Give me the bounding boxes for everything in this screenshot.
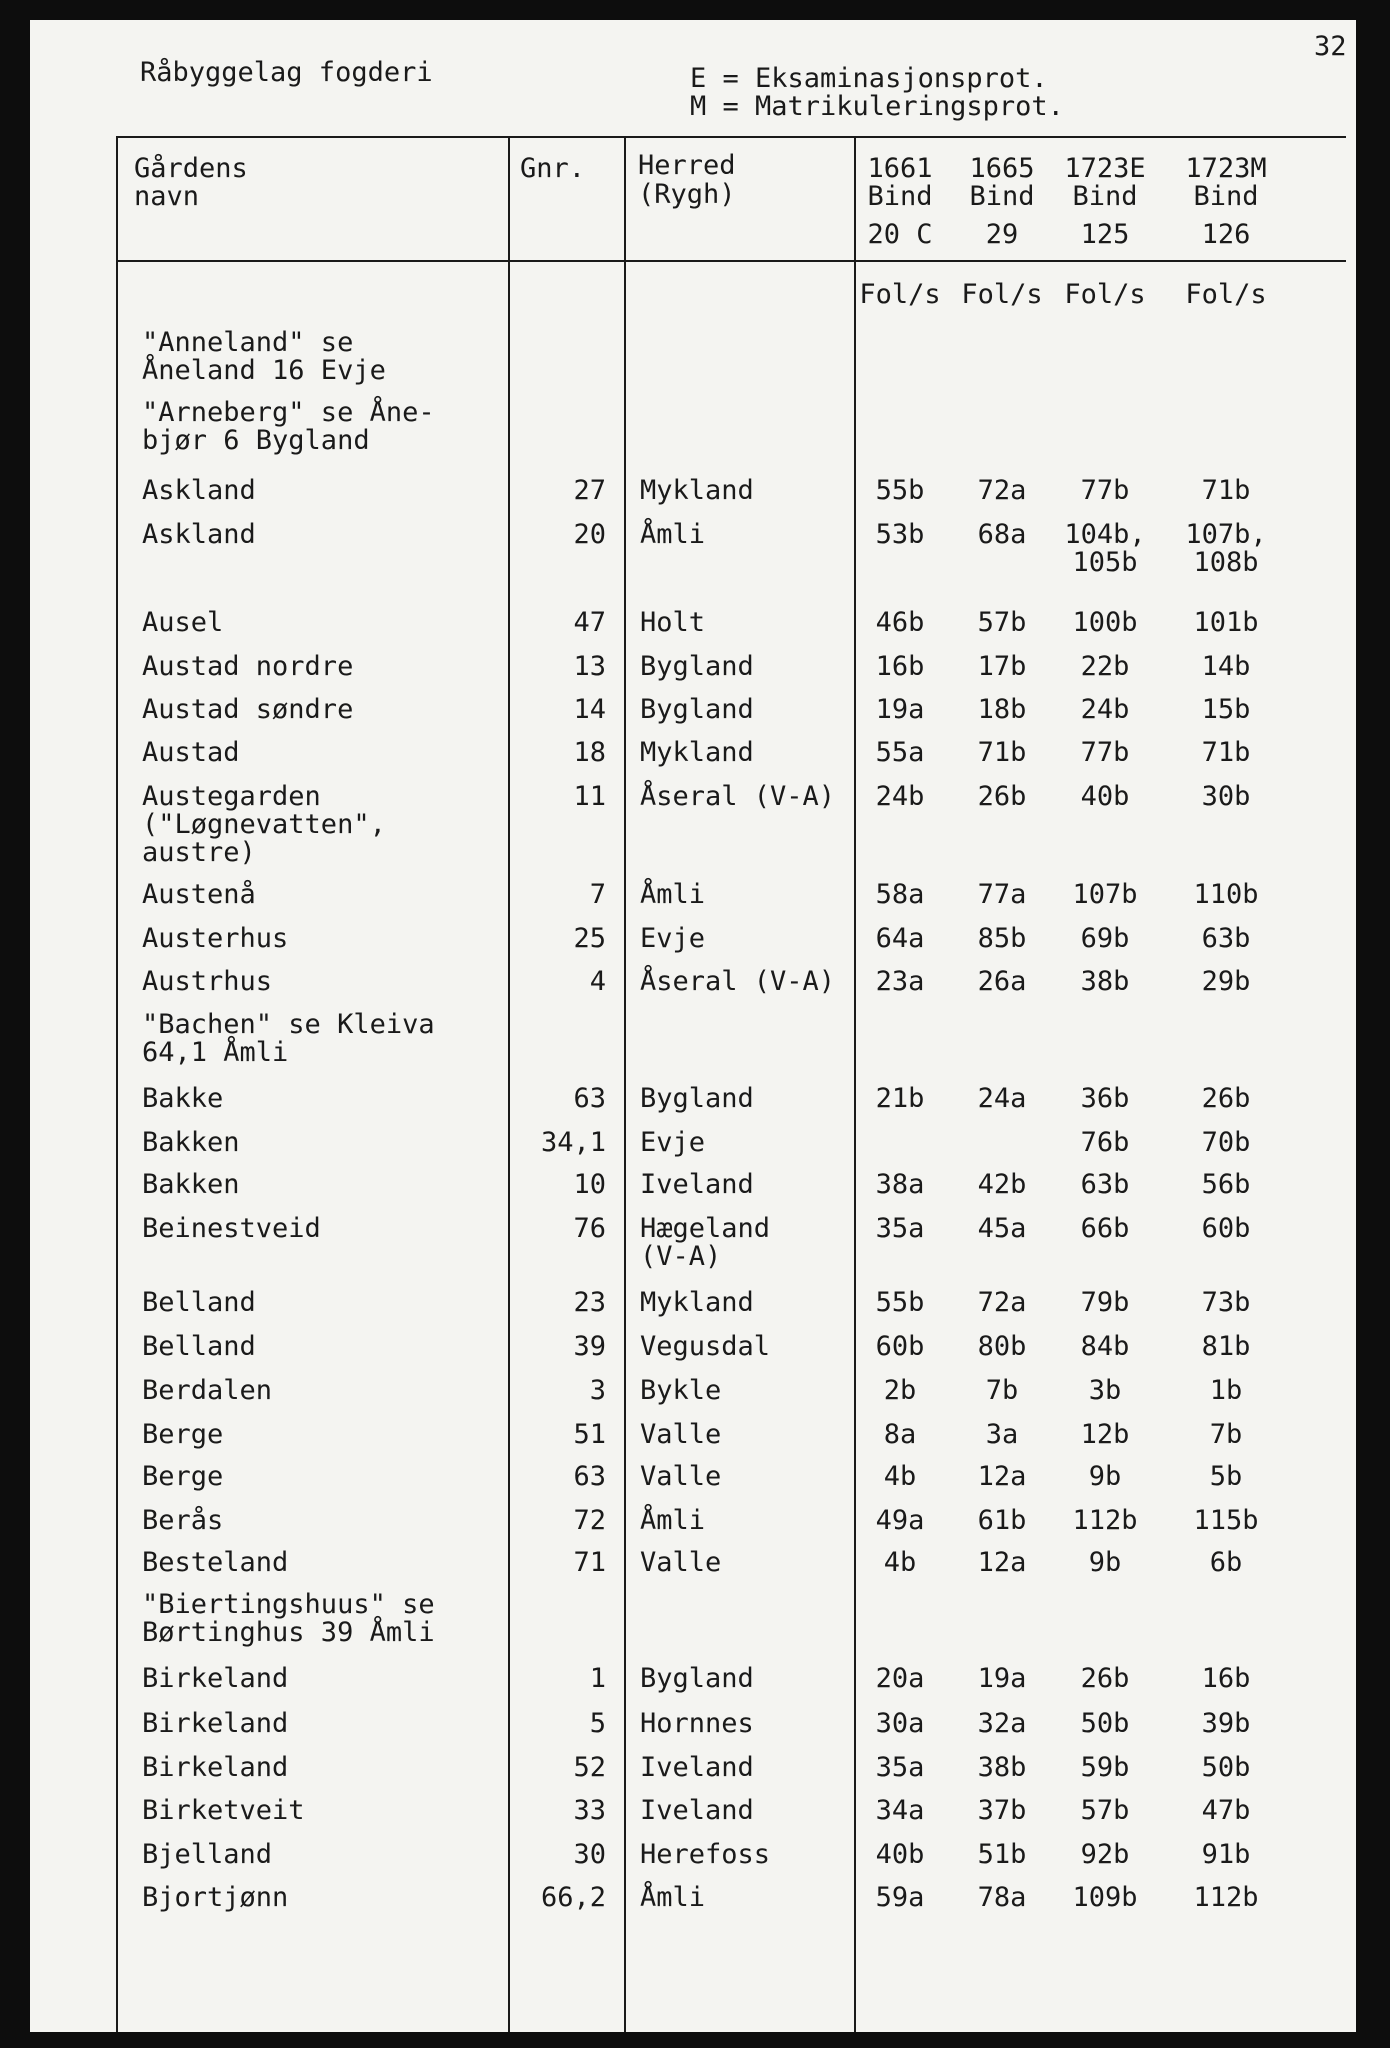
farm-name: Børtinghus 39 Åmli (142, 1617, 435, 1648)
header-year: 1665 (969, 153, 1035, 184)
gnr-cell: 76 (573, 1213, 606, 1244)
herred-cell: (V-A) (640, 1241, 722, 1272)
folio-cell: 64a (875, 923, 925, 954)
gnr-cell: 7 (589, 879, 606, 910)
folio-cell: 71b (1201, 737, 1251, 768)
folio-cell: 12a (977, 1461, 1027, 1492)
col-divider-gnr (508, 136, 510, 2032)
folio-cell: 77a (977, 879, 1027, 910)
folio-cell: 108b (1193, 547, 1259, 578)
gnr-cell: 34,1 (540, 1127, 606, 1158)
header-herred-1: Herred (638, 150, 736, 181)
header-year: 1723E (1064, 153, 1146, 184)
table-top-rule (116, 136, 1346, 138)
header-fol: Fol/s (1064, 279, 1146, 310)
herred-cell: Holt (640, 607, 706, 638)
folio-cell: 3b (1088, 1375, 1122, 1406)
folio-cell: 35a (875, 1752, 925, 1783)
herred-cell: Valle (640, 1419, 722, 1450)
farm-name: Austad nordre (142, 651, 354, 682)
folio-cell: 4b (883, 1547, 917, 1578)
gnr-cell: 23 (573, 1287, 606, 1318)
farm-name: "Biertingshuus" se (142, 1589, 435, 1620)
farm-name: Besteland (142, 1547, 289, 1578)
herred-cell: Hægeland (640, 1213, 771, 1244)
folio-cell: 71b (977, 737, 1027, 768)
folio-cell: 30b (1201, 781, 1251, 812)
farm-name: Belland (142, 1331, 256, 1362)
folio-cell: 112b (1072, 1505, 1138, 1536)
folio-cell: 92b (1080, 1839, 1130, 1870)
herred-cell: Åmli (640, 1505, 706, 1536)
folio-cell: 18b (977, 694, 1027, 725)
folio-cell: 71b (1201, 475, 1251, 506)
folio-cell: 16b (1201, 1663, 1251, 1694)
farm-name: Berge (142, 1419, 224, 1450)
folio-cell: 68a (977, 519, 1027, 550)
folio-cell: 4b (883, 1461, 917, 1492)
herred-cell: Åseral (V-A) (640, 781, 836, 812)
table-left-border (116, 136, 118, 2032)
page-number: 32 (1314, 31, 1347, 62)
farm-name: Birkeland (142, 1752, 289, 1783)
gnr-cell: 52 (573, 1752, 606, 1783)
folio-cell: 100b (1072, 607, 1138, 638)
folio-cell: 37b (977, 1795, 1027, 1826)
farm-name: Bjelland (142, 1839, 273, 1870)
farm-name: Bakke (142, 1083, 224, 1114)
folio-cell: 38a (875, 1169, 925, 1200)
header-gnr: Gnr. (520, 153, 586, 184)
header-bind: Bind (1193, 181, 1259, 212)
farm-name: Austegarden (142, 781, 321, 812)
folio-cell: 51b (977, 1839, 1027, 1870)
header-bind: Bind (969, 181, 1035, 212)
folio-cell: 26b (1080, 1663, 1130, 1694)
folio-cell: 45a (977, 1213, 1027, 1244)
folio-cell: 8a (883, 1419, 917, 1450)
folio-cell: 19a (875, 694, 925, 725)
folio-cell: 112b (1193, 1882, 1259, 1913)
gnr-cell: 20 (573, 519, 606, 550)
gnr-cell: 27 (573, 475, 606, 506)
gnr-cell: 39 (573, 1331, 606, 1362)
folio-cell: 26b (977, 781, 1027, 812)
folio-cell: 38b (977, 1752, 1027, 1783)
folio-cell: 3a (985, 1419, 1019, 1450)
header-bind: Bind (1072, 181, 1138, 212)
folio-cell: 55b (875, 475, 925, 506)
herred-cell: Åmli (640, 879, 706, 910)
folio-cell: 104b, (1064, 519, 1146, 550)
folio-cell: 60b (1201, 1213, 1251, 1244)
gnr-cell: 66,2 (540, 1882, 606, 1913)
header-year: 1661 (867, 153, 933, 184)
gnr-cell: 47 (573, 607, 606, 638)
folio-cell: 70b (1201, 1127, 1251, 1158)
gnr-cell: 18 (573, 737, 606, 768)
farm-name: Beinestveid (142, 1213, 321, 1244)
herred-cell: Iveland (640, 1795, 754, 1826)
farm-name: Birkeland (142, 1663, 289, 1694)
herred-cell: Iveland (640, 1169, 754, 1200)
folio-cell: 9b (1088, 1461, 1122, 1492)
folio-cell: 91b (1201, 1839, 1251, 1870)
farm-name: Berdalen (142, 1375, 273, 1406)
header-fol: Fol/s (1185, 279, 1267, 310)
folio-cell: 12b (1080, 1419, 1130, 1450)
col-divider-herred (624, 136, 626, 2032)
folio-cell: 66b (1080, 1213, 1130, 1244)
folio-cell: 109b (1072, 1882, 1138, 1913)
folio-cell: 26b (1201, 1083, 1251, 1114)
folio-cell: 56b (1201, 1169, 1251, 1200)
farm-name: "Arneberg" se Åne- (142, 397, 435, 428)
folio-cell: 22b (1080, 651, 1130, 682)
gnr-cell: 63 (573, 1083, 606, 1114)
folio-cell: 36b (1080, 1083, 1130, 1114)
folio-cell: 110b (1193, 879, 1259, 910)
folio-cell: 7b (1209, 1419, 1243, 1450)
farm-name: Austenå (142, 879, 256, 910)
gnr-cell: 25 (573, 923, 606, 954)
folio-cell: 55a (875, 737, 925, 768)
header-fol: Fol/s (961, 279, 1043, 310)
gnr-cell: 4 (589, 966, 606, 997)
farm-name: "Bachen" se Kleiva (142, 1009, 435, 1040)
folio-cell: 42b (977, 1169, 1027, 1200)
header-bind: Bind (867, 181, 933, 212)
header-bind-number: 125 (1080, 219, 1130, 250)
gnr-cell: 30 (573, 1839, 606, 1870)
gnr-cell: 13 (573, 651, 606, 682)
folio-cell: 23a (875, 966, 925, 997)
folio-cell: 58a (875, 879, 925, 910)
folio-cell: 115b (1193, 1505, 1259, 1536)
farm-name: austre) (142, 837, 256, 868)
farm-name: 64,1 Åmli (142, 1037, 289, 1068)
folio-cell: 107b, (1185, 519, 1267, 550)
herred-cell: Bygland (640, 1663, 754, 1694)
folio-cell: 85b (977, 923, 1027, 954)
gnr-cell: 63 (573, 1461, 606, 1492)
farm-name: Åneland 16 Evje (142, 355, 386, 386)
folio-cell: 17b (977, 651, 1027, 682)
farm-name: Austad søndre (142, 694, 354, 725)
folio-cell: 69b (1080, 923, 1130, 954)
folio-cell: 78a (977, 1882, 1027, 1913)
folio-cell: 7b (985, 1375, 1019, 1406)
folio-cell: 5b (1209, 1461, 1243, 1492)
farm-name: Askland (142, 475, 256, 506)
folio-cell: 79b (1080, 1287, 1130, 1318)
folio-cell: 47b (1201, 1795, 1251, 1826)
folio-cell: 49a (875, 1505, 925, 1536)
herred-cell: Åmli (640, 519, 706, 550)
farm-name: Bjortjønn (142, 1882, 289, 1913)
folio-cell: 107b (1072, 879, 1138, 910)
folio-cell: 38b (1080, 966, 1130, 997)
folio-cell: 29b (1201, 966, 1251, 997)
header-bottom-rule (116, 260, 1346, 262)
farm-name: Berås (142, 1505, 224, 1536)
folio-cell: 6b (1209, 1547, 1243, 1578)
header-bind-number: 29 (985, 219, 1019, 250)
folio-cell: 2b (883, 1375, 917, 1406)
farm-name: Austrhus (142, 966, 273, 997)
farm-name: Birketveit (142, 1795, 305, 1826)
herred-cell: Åmli (640, 1882, 706, 1913)
folio-cell: 50b (1080, 1708, 1130, 1739)
folio-cell: 57b (977, 607, 1027, 638)
gnr-cell: 11 (573, 781, 606, 812)
gnr-cell: 5 (589, 1708, 606, 1739)
farm-name: Ausel (142, 607, 224, 638)
folio-cell: 101b (1193, 607, 1259, 638)
folio-cell: 24b (875, 781, 925, 812)
gnr-cell: 10 (573, 1169, 606, 1200)
folio-cell: 63b (1201, 923, 1251, 954)
gnr-cell: 1 (589, 1663, 606, 1694)
folio-cell: 9b (1088, 1547, 1122, 1578)
herred-cell: Mykland (640, 737, 754, 768)
herred-cell: Bygland (640, 1083, 754, 1114)
header-bind-number: 20 C (867, 219, 933, 250)
folio-cell: 61b (977, 1505, 1027, 1536)
folio-cell: 72a (977, 1287, 1027, 1318)
herred-cell: Herefoss (640, 1839, 771, 1870)
folio-cell: 105b (1072, 547, 1138, 578)
herred-cell: Mykland (640, 1287, 754, 1318)
folio-cell: 72a (977, 475, 1027, 506)
herred-cell: Valle (640, 1461, 722, 1492)
farm-name: Bakken (142, 1127, 240, 1158)
folio-cell: 24b (1080, 694, 1130, 725)
folio-cell: 53b (875, 519, 925, 550)
folio-cell: 24a (977, 1083, 1027, 1114)
farm-name: ("Løgnevatten", (142, 809, 386, 840)
folio-cell: 80b (977, 1331, 1027, 1362)
folio-cell: 20a (875, 1663, 925, 1694)
folio-cell: 16b (875, 651, 925, 682)
header-herred-2: (Rygh) (638, 179, 736, 210)
legend-m: M = Matrikuleringsprot. (690, 91, 1064, 122)
herred-cell: Evje (640, 923, 706, 954)
herred-cell: Evje (640, 1127, 706, 1158)
folio-cell: 77b (1080, 475, 1130, 506)
gnr-cell: 71 (573, 1547, 606, 1578)
folio-cell: 30a (875, 1708, 925, 1739)
folio-cell: 19a (977, 1663, 1027, 1694)
document-page (30, 20, 1356, 2032)
folio-cell: 32a (977, 1708, 1027, 1739)
folio-cell: 81b (1201, 1331, 1251, 1362)
folio-cell: 26a (977, 966, 1027, 997)
gnr-cell: 51 (573, 1419, 606, 1450)
farm-name: "Anneland" se (142, 327, 354, 358)
farm-name: Askland (142, 519, 256, 550)
farm-name: Belland (142, 1287, 256, 1318)
folio-cell: 84b (1080, 1331, 1130, 1362)
folio-cell: 60b (875, 1331, 925, 1362)
header-name-2: navn (134, 181, 200, 212)
folio-cell: 40b (875, 1839, 925, 1870)
farm-name: Austerhus (142, 923, 289, 954)
header-bind-number: 126 (1201, 219, 1251, 250)
herred-cell: Bykle (640, 1375, 722, 1406)
folio-cell: 59a (875, 1882, 925, 1913)
folio-cell: 35a (875, 1213, 925, 1244)
herred-cell: Bygland (640, 651, 754, 682)
folio-cell: 57b (1080, 1795, 1130, 1826)
folio-cell: 14b (1201, 651, 1251, 682)
folio-cell: 73b (1201, 1287, 1251, 1318)
folio-cell: 21b (875, 1083, 925, 1114)
folio-cell: 40b (1080, 781, 1130, 812)
folio-cell: 12a (977, 1547, 1027, 1578)
legend-e: E = Eksaminasjonsprot. (690, 63, 1048, 94)
gnr-cell: 33 (573, 1795, 606, 1826)
farm-name: Austad (142, 737, 240, 768)
folio-cell: 55b (875, 1287, 925, 1318)
header-fol: Fol/s (859, 279, 941, 310)
folio-cell: 50b (1201, 1752, 1251, 1783)
folio-cell: 34a (875, 1795, 925, 1826)
page-title: Råbyggelag fogderi (140, 57, 433, 88)
farm-name: Birkeland (142, 1708, 289, 1739)
folio-cell: 15b (1201, 694, 1251, 725)
folio-cell: 77b (1080, 737, 1130, 768)
herred-cell: Åseral (V-A) (640, 966, 836, 997)
folio-cell: 46b (875, 607, 925, 638)
gnr-cell: 72 (573, 1505, 606, 1536)
header-name-1: Gårdens (134, 153, 248, 184)
folio-cell: 59b (1080, 1752, 1130, 1783)
herred-cell: Iveland (640, 1752, 754, 1783)
folio-cell: 39b (1201, 1708, 1251, 1739)
farm-name: Berge (142, 1461, 224, 1492)
gnr-cell: 3 (589, 1375, 606, 1406)
farm-name: bjør 6 Bygland (142, 425, 370, 456)
header-year: 1723M (1185, 153, 1267, 184)
gnr-cell: 14 (573, 694, 606, 725)
herred-cell: Valle (640, 1547, 722, 1578)
farm-name: Bakken (142, 1169, 240, 1200)
folio-cell: 63b (1080, 1169, 1130, 1200)
folio-cell: 1b (1209, 1375, 1243, 1406)
herred-cell: Hornnes (640, 1708, 754, 1739)
herred-cell: Mykland (640, 475, 754, 506)
herred-cell: Vegusdal (640, 1331, 771, 1362)
herred-cell: Bygland (640, 694, 754, 725)
folio-cell: 76b (1080, 1127, 1130, 1158)
